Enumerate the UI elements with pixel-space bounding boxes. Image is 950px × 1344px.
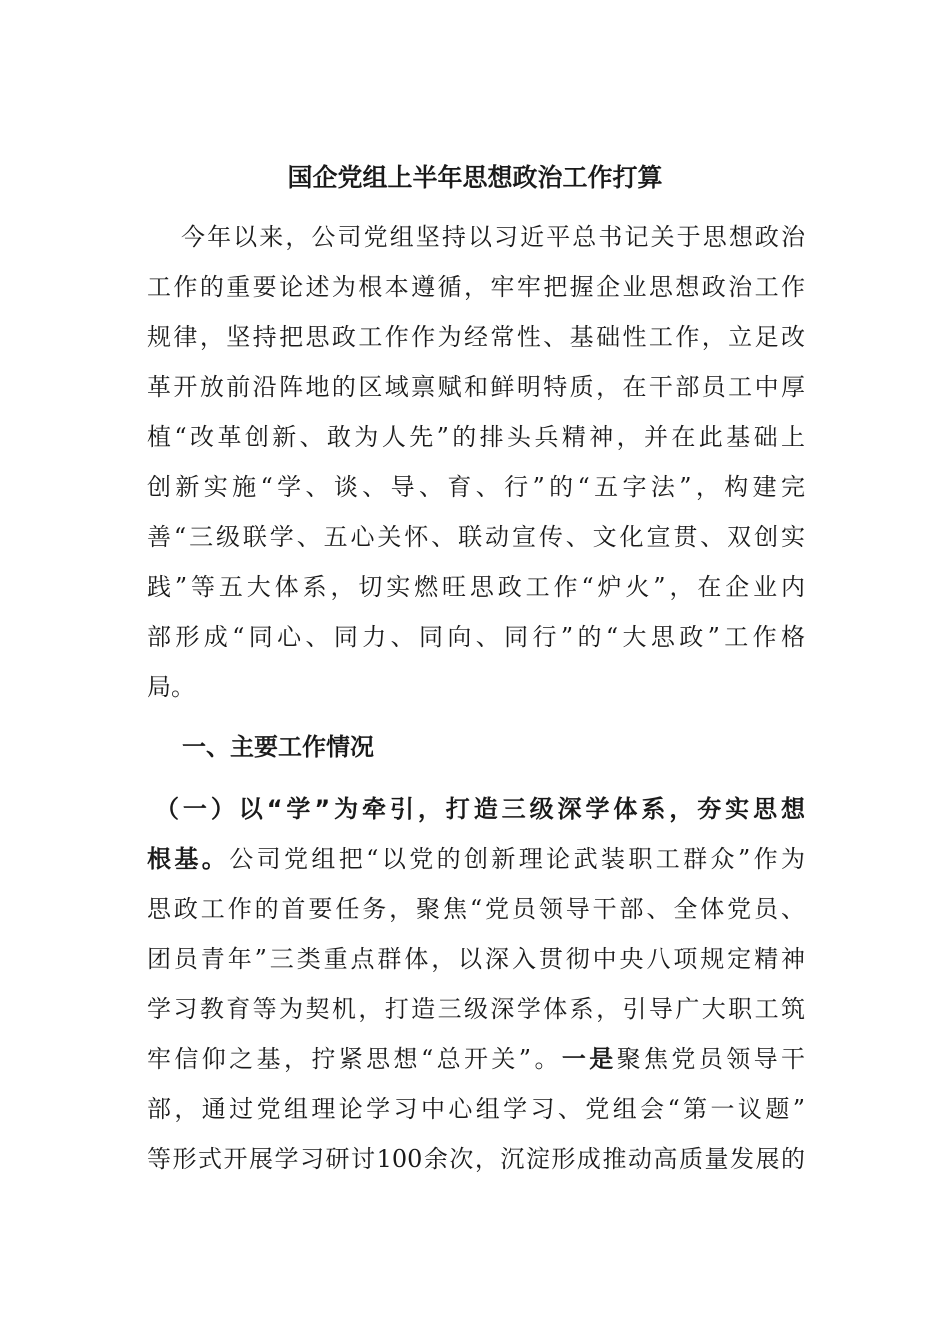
section-paragraph — [147, 784, 805, 1184]
text-span: 公司党组把“以党的创新理论武装职工群众”作为 — [229, 845, 805, 873]
bold-text: 一是 — [561, 1045, 617, 1073]
bold-text: 根基。 — [147, 845, 230, 873]
text-line — [147, 884, 805, 934]
text-line — [147, 984, 805, 1034]
text-line: 今年以来，公司党组坚持以习近平总书记关于思想政治 — [181, 223, 805, 251]
text-line — [147, 834, 805, 884]
text-line — [147, 784, 805, 834]
text-span: 学习教育等为契机，打造三级深学体系，引导广大职工筑 — [147, 995, 805, 1023]
text-line: 革开放前沿阵地的区域禀赋和鲜明特质，在干部员工中厚 — [147, 373, 805, 401]
text-span: 聚焦党员领导干 — [616, 1045, 806, 1073]
text-line: 植“改革创新、敢为人先”的排头兵精神，并在此基础上 — [147, 423, 805, 451]
text-line — [147, 934, 805, 984]
text-span: 牢信仰之基，拧紧思想“总开关”。 — [147, 1045, 562, 1073]
text-span: 等形式开展学习研讨100余次，沉淀形成推动高质量发展的 — [147, 1145, 805, 1173]
text-span: 思政工作的首要任务，聚焦“党员领导干部、全体党员、 — [147, 895, 805, 923]
text-line: 善“三级联学、五心关怀、联动宣传、文化宣贯、双创实 — [147, 523, 805, 551]
text-line: 创新实施“学、谈、导、育、行”的“五字法”，构建完 — [147, 473, 805, 501]
text-line — [147, 1134, 805, 1184]
text-line — [147, 1034, 805, 1084]
text-line: 部形成“同心、同力、同向、同行”的“大思政”工作格 — [147, 623, 805, 651]
text-line: 工作的重要论述为根本遵循，牢牢把握企业思想政治工作 — [147, 273, 805, 301]
text-line: 践”等五大体系，切实燃旺思政工作“炉火”，在企业内 — [147, 573, 805, 601]
text-line: 规律，坚持把思政工作作为经常性、基础性工作，立足改 — [147, 323, 805, 351]
document-title: 国企党组上半年思想政治工作打算 — [287, 163, 663, 192]
text-line: 局。 — [147, 673, 195, 701]
intro-paragraph — [147, 212, 805, 712]
text-span: 团员青年”三类重点群体，以深入贯彻中央八项规定精神 — [147, 945, 805, 973]
text-span: 部，通过党组理论学习中心组学习、党组会“第一议题” — [147, 1095, 805, 1123]
text-line — [147, 1084, 805, 1134]
section-heading: 一、主要工作情况 — [182, 733, 374, 761]
bold-text: （一）以“学”为牵引，打造三级深学体系，夯实思想 — [155, 795, 805, 823]
